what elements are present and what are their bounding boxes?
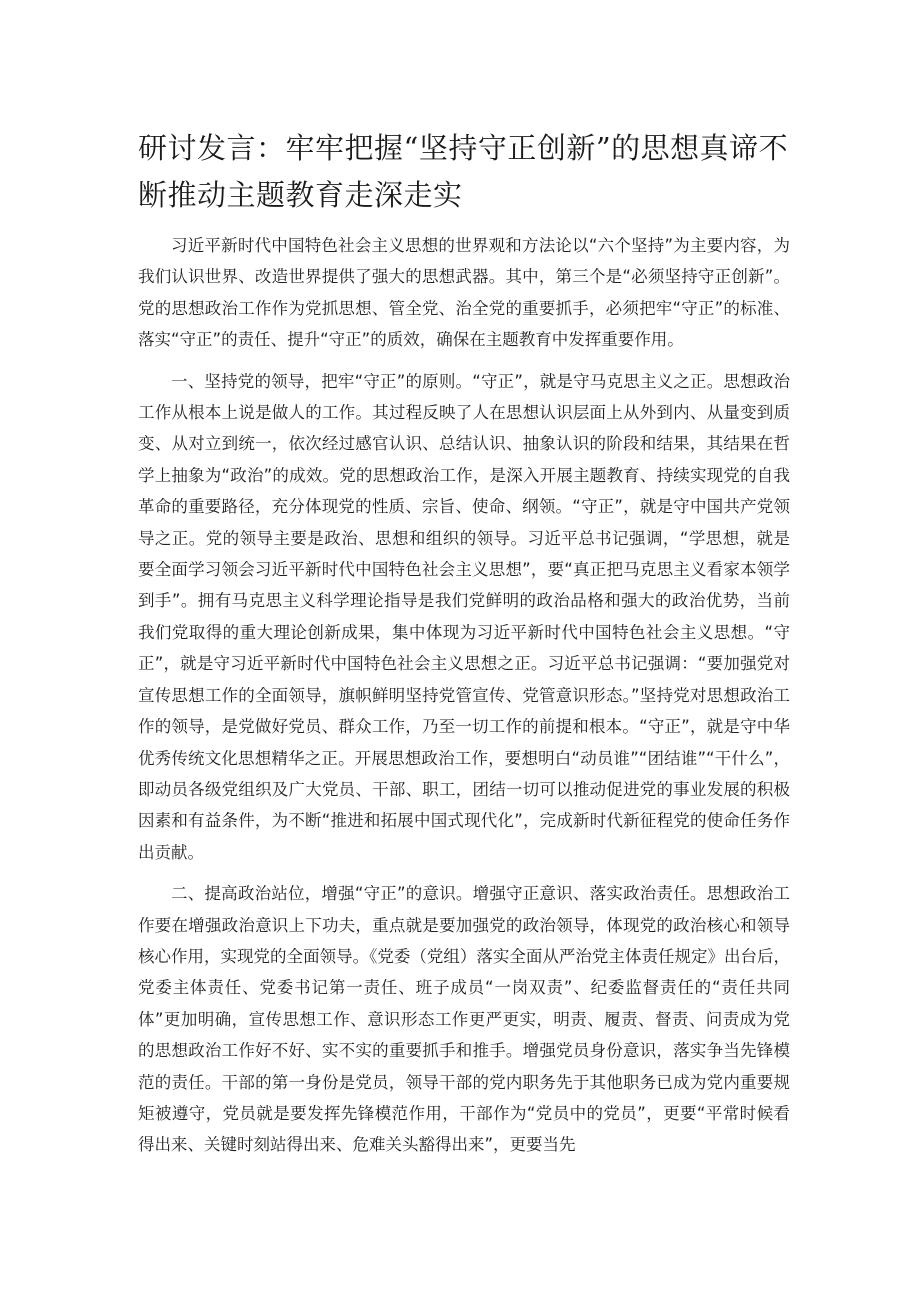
paragraph-section-1: 一、坚持党的领导，把牢“守正”的原则。“守正”，就是守马克思主义之正。思想政治工作从根本上说是做人的工作。其过程反映了人在思想认识层面上从外到内、从量变到质变、从对立到统一，依次经过感官认识、总结认识、抽象认识的阶段和结果，其结果在哲学上抽象为“政治”的成效。党的思想政治工作，是深入开展主题教育、持续实现党的自我革命的重要路径，充分体现党的性质、宗旨、使命、纲领。“守正”，就是守中国共产党领导之正。党的领导主要是政治、思想和组织的领导。习近平总书记强调，“学思想，就是要全面学习领会习近平新时代中国特色社会主义思想”，要“真正把马克思主义看家本领学到手”。拥有马克思主义科学理论指导是我们党鲜明的政治品格和强大的政治优势，当前我们党取得的重大理论创新成果，集中体现为习近平新时代中国特色社会主义思想。“守正”，就是守习近平新时代中国特色社会主义思想之正。习近平总书记强调：“要加强党对宣传思想工作的全面领导，旗帜鲜明坚持党管宣传、党管意识形态。”坚持党对思想政治工作的领导，是党做好党员、群众工作，乃至一切工作的前提和根本。“守正”，就是守中华优秀传统文化思想精华之正。开展思想政治工作，要想明白“动员谁”“团结谁”“干什么”，即动员各级党组织及广大党员、干部、职工，团结一切可以推动促进党的事业发展的积极因素和有益条件，为不断“推进和拓展中国式现代化”，完成新时代新征程党的使命任务作出贡献。 [138,371,790,862]
document-title: 研讨发言：牢牢把握“坚持守正创新”的思想真谛不断推动主题教育走深走实 [138,131,789,212]
paragraph-section-2: 二、提高政治站位，增强“守正”的意识。增强守正意识、落实政治责任。思想政治工作要在增强政治意识上下功夫，重点就是要加强党的政治领导，体现党的政治核心和领导核心作用，实现党的全面领导。《党委（党组）落实全面从严治党主体责任规定》出台后，党委主体责任、党委书记第一责任、班子成员“一岗双责”、纪委监督责任的“责任共同体”更加明确，宣传思想工作、意识形态工作更严更实，明责、履责、督责、问责成为党的思想政治工作好不好、实不实的重要抓手和推手。增强党员身份意识，落实争当先锋模范的责任。干部的第一身份是党员，领导干部的党内职务先于其他职务已成为党内重要规矩被遵守，党员就是要发挥先锋模范作用，干部作为“党员中的党员”，更要“平常时候看得出来、关键时刻站得出来、危难关头豁得出来”，更要当先 [138,884,790,1155]
document-body [138,230,790,1171]
paragraph-intro: 习近平新时代中国特色社会主义思想的世界观和方法论以“六个坚持”为主要内容，为我们认识世界、改造世界提供了强大的思想武器。其中，第三个是“必须坚持守正创新”。党的思想政治工作作为党抓思想、管全党、治全党的重要抓手，必须把牢“守正”的标准、落实“守正”的责任、提升“守正”的质效，确保在主题教育中发挥重要作用。 [138,236,790,350]
